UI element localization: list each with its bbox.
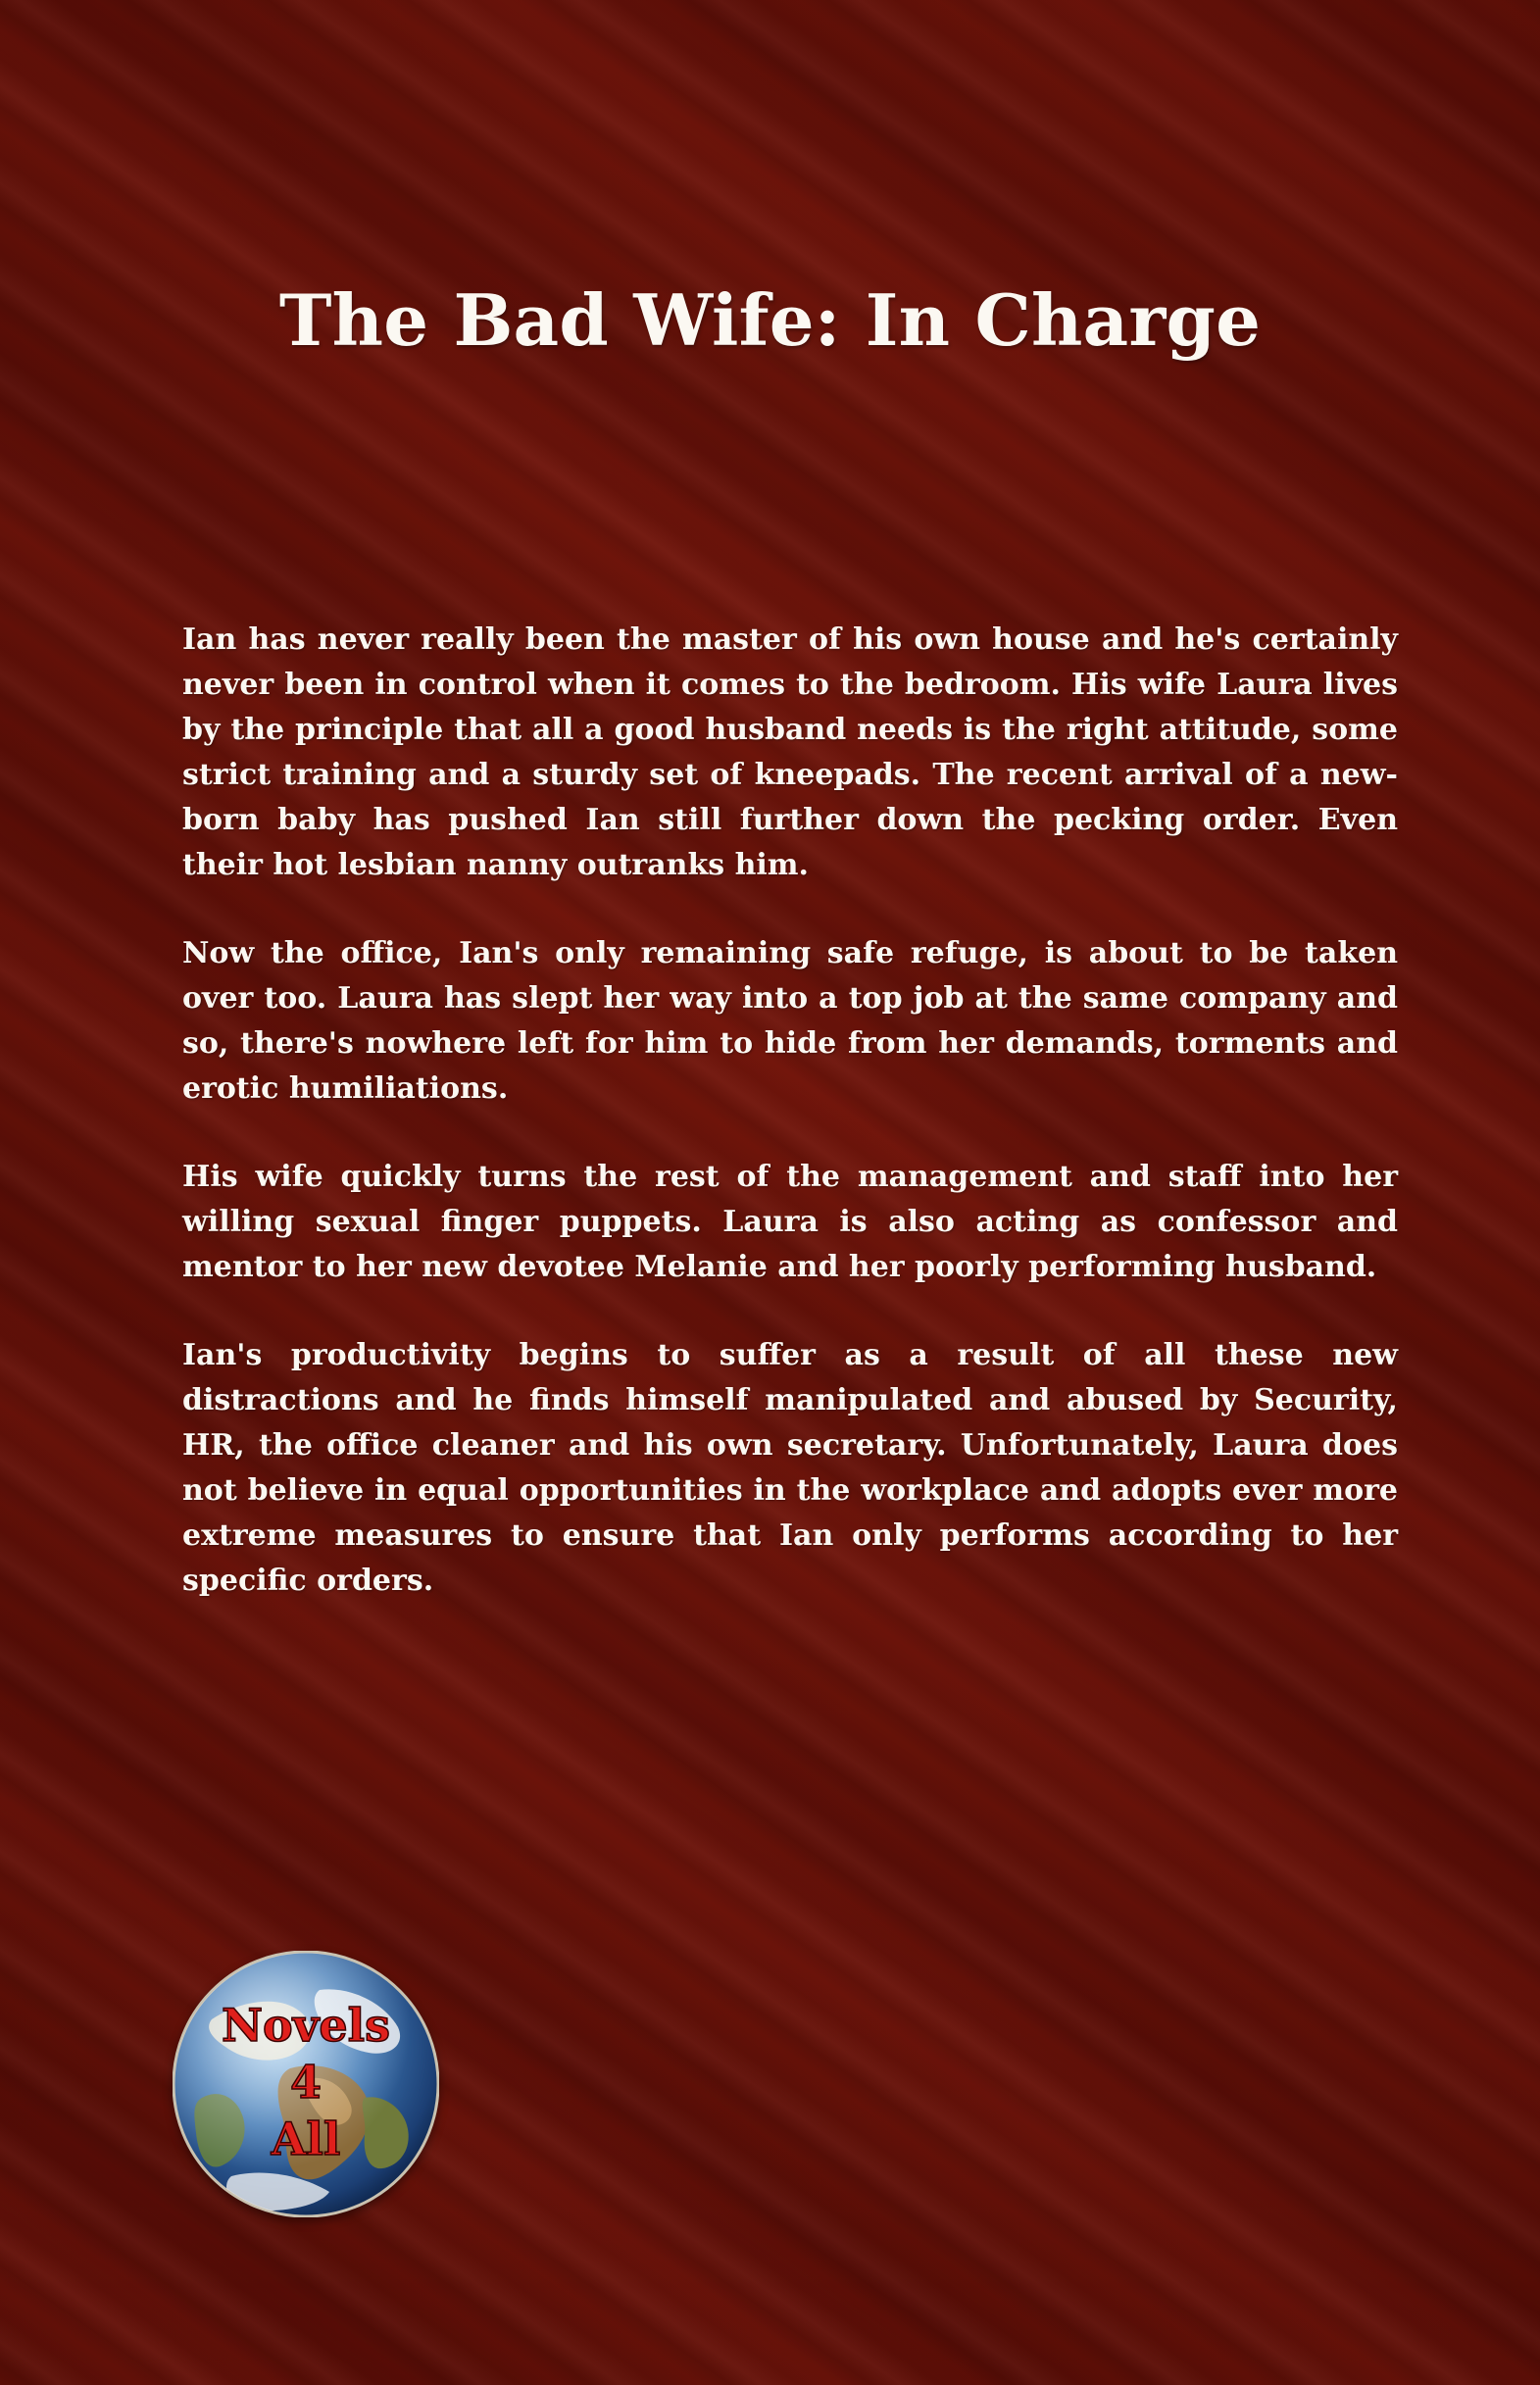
- blurb-paragraph: His wife quickly turns the rest of the management and staff into her willing sexual finger puppets. Laura is also acting as confessor and mentor to her new devotee Melanie and her poorly performing husband.: [182, 1160, 1398, 1284]
- logo-line-1: Novels: [221, 1999, 391, 2052]
- book-title: The Bad Wife: In Charge: [278, 278, 1262, 363]
- logo-line-2: 4: [289, 2056, 323, 2109]
- blurb: [182, 618, 1398, 1647]
- logo-line-3: All: [271, 2112, 341, 2165]
- globe-icon: [173, 1951, 439, 2217]
- publisher-logo: [173, 1951, 439, 2217]
- blurb-paragraph: Now the office, Ian's only remaining safe refuge, is about to be taken over too. Laura has slept her way into a top job at the same company and so, there's nowhere left for him to hide from her demands, torments and erotic humiliations.: [182, 936, 1398, 1106]
- blurb-paragraph: Ian has never really been the master of his own house and he's certainly never been in control when it comes to the bedroom. His wife Laura lives by the principle that all a good husband needs is the right attitude, some strict training and a sturdy set of kneepads. The recent arrival of a new-born baby has pushed Ian still further down the pecking order. Even their hot lesbian nanny outranks him.: [182, 622, 1398, 882]
- blurb-paragraph: Ian's productivity begins to suffer as a result of all these new distractions and he finds himself manipulated and abused by Security, HR, the office cleaner and his own secretary. Unfortunately, Laura does not believe in equal opportunities in the workplace and adopts ever more extreme measures to ensure that Ian only performs according to her specific orders.: [182, 1338, 1398, 1598]
